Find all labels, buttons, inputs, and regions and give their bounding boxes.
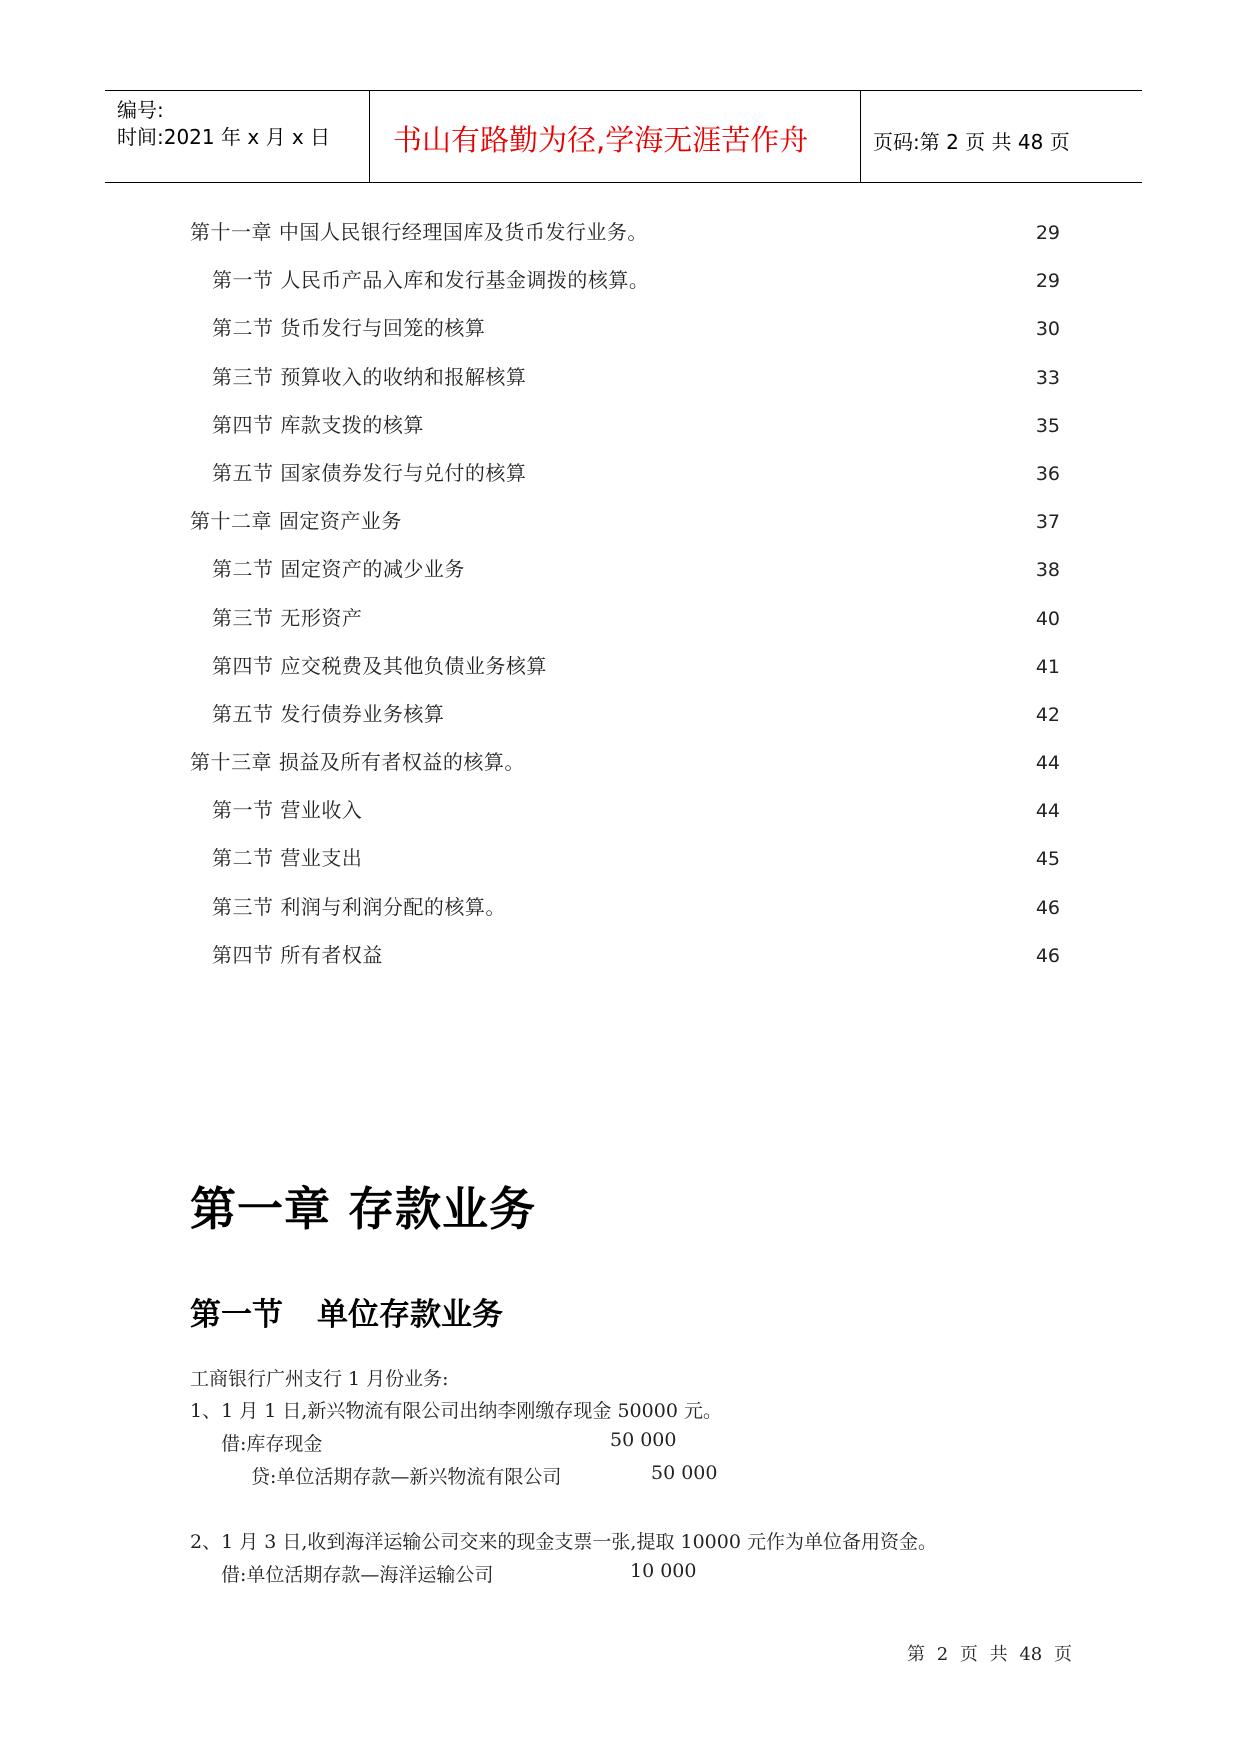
toc-entry-label: 第二节 货币发行与回笼的核算: [212, 316, 486, 341]
toc-entry-label: 第五节 国家债券发行与兑付的核算: [212, 460, 527, 485]
toc-entry[interactable]: [190, 264, 1060, 312]
header-divider-right: [860, 90, 861, 182]
entry-1-debit-amount: 50 000: [610, 1429, 677, 1451]
toc-entry[interactable]: [190, 361, 1060, 409]
table-of-contents: [190, 216, 1060, 987]
toc-entry-page: 41: [1035, 655, 1060, 678]
toc-entry-label: 第四节 库款支拨的核算: [212, 412, 424, 437]
toc-entry[interactable]: [190, 842, 1060, 890]
toc-entry-page: 46: [1035, 944, 1060, 967]
toc-entry-label: 第三节 预算收入的收纳和报解核算: [212, 364, 527, 389]
toc-leader-dots: [487, 317, 1033, 337]
toc-entry[interactable]: [190, 312, 1060, 360]
entry-1-credit: 贷:单位活期存款—新兴物流有限公司: [251, 1466, 562, 1488]
toc-entry[interactable]: [190, 794, 1060, 842]
toc-entry[interactable]: [190, 505, 1060, 553]
entry-2-description: 2、1 月 3 日,收到海洋运输公司交来的现金支票一张,提取 10000 元作为单位备用资金。: [190, 1531, 937, 1553]
toc-entry[interactable]: [190, 457, 1060, 505]
toc-entry-label: 第十一章 中国人民银行经理国库及货币发行业务。: [190, 220, 648, 244]
toc-entry-page: 44: [1035, 800, 1060, 823]
toc-entry-page: 40: [1035, 607, 1060, 630]
header-divider-left: [369, 90, 370, 182]
entry-2-debit-amount: 10 000: [630, 1560, 697, 1582]
toc-entry[interactable]: [190, 553, 1060, 601]
toc-entry-page: 37: [1035, 511, 1060, 534]
toc-entry[interactable]: [190, 746, 1060, 794]
header-page-code: 页码:第 2 页 共 48 页: [873, 130, 1070, 154]
toc-leader-dots: [426, 414, 1034, 434]
toc-leader-dots: [404, 510, 1034, 530]
toc-leader-dots: [364, 799, 1033, 819]
toc-leader-dots: [528, 366, 1033, 386]
toc-entry-page: 35: [1035, 414, 1060, 437]
toc-entry-page: 44: [1035, 752, 1060, 775]
toc-entry[interactable]: [190, 602, 1060, 650]
toc-leader-dots: [385, 944, 1034, 964]
header-top-rule: [105, 90, 1142, 91]
toc-entry[interactable]: [190, 650, 1060, 698]
toc-entry-label: 第一节 人民币产品入库和发行基金调拨的核算。: [212, 268, 650, 293]
toc-leader-dots: [364, 607, 1033, 627]
toc-entry-label: 第十二章 固定资产业务: [190, 509, 402, 534]
toc-leader-dots: [467, 558, 1034, 578]
toc-entry-label: 第四节 应交税费及其他负债业务核算: [212, 653, 547, 678]
toc-entry-label: 第二节 固定资产的减少业务: [212, 557, 465, 582]
toc-leader-dots: [528, 462, 1033, 482]
toc-entry[interactable]: [190, 216, 1060, 264]
body-intro: 工商银行广州支行 1 月份业务:: [190, 1368, 449, 1390]
toc-entry-label: 第三节 利润与利润分配的核算。: [212, 894, 506, 919]
toc-entry-page: 36: [1035, 462, 1060, 485]
toc-entry[interactable]: [190, 698, 1060, 746]
section-title: [190, 1289, 503, 1334]
toc-entry-label: 第三节 无形资产: [212, 605, 363, 630]
toc-entry-label: 第一节 营业收入: [212, 798, 363, 823]
entry-1-credit-amount: 50 000: [651, 1462, 718, 1484]
toc-entry-page: 29: [1035, 270, 1060, 293]
toc-entry[interactable]: [190, 409, 1060, 457]
footer-page-number: 第 2 页 共 48 页: [907, 1644, 1072, 1665]
toc-leader-dots: [364, 847, 1033, 867]
header-bottom-rule: [105, 182, 1142, 183]
entry-1-debit: 借:库存现金: [221, 1433, 323, 1455]
toc-entry[interactable]: [190, 939, 1060, 987]
chapter-title: 第一章 存款业务: [190, 1182, 537, 1236]
toc-entry-page: 38: [1035, 559, 1060, 582]
header-motto: 书山有路勤为径,学海无涯苦作舟: [393, 123, 809, 157]
entry-2-debit: 借:单位活期存款—海洋运输公司: [221, 1564, 494, 1586]
toc-entry-page: 42: [1035, 703, 1060, 726]
section-name: 单位存款业务: [317, 1297, 503, 1333]
toc-leader-dots: [651, 269, 1033, 289]
toc-entry-label: 第五节 发行债券业务核算: [212, 701, 445, 726]
toc-leader-dots: [446, 703, 1033, 723]
toc-leader-dots: [508, 896, 1034, 916]
toc-entry-label: 第十三章 损益及所有者权益的核算。: [190, 750, 525, 775]
toc-entry-label: 第四节 所有者权益: [212, 942, 383, 967]
toc-entry[interactable]: [190, 891, 1060, 939]
toc-leader-dots: [527, 751, 1034, 771]
toc-entry-label: 第二节 营业支出: [212, 846, 363, 871]
toc-entry-page: 33: [1035, 366, 1060, 389]
toc-entry-page: 45: [1035, 848, 1060, 871]
toc-entry-page: 30: [1035, 318, 1060, 341]
section-number: 第一节: [190, 1297, 283, 1333]
header-time-label: 时间:2021 年 x 月 x 日: [117, 125, 331, 149]
header-number-label: 编号:: [117, 98, 164, 122]
toc-leader-dots: [549, 655, 1034, 675]
toc-leader-dots: [650, 221, 1034, 241]
toc-entry-page: 29: [1035, 222, 1060, 244]
entry-1-description: 1、1 月 1 日,新兴物流有限公司出纳李刚缴存现金 50000 元。: [190, 1400, 722, 1422]
toc-entry-page: 46: [1035, 896, 1060, 919]
